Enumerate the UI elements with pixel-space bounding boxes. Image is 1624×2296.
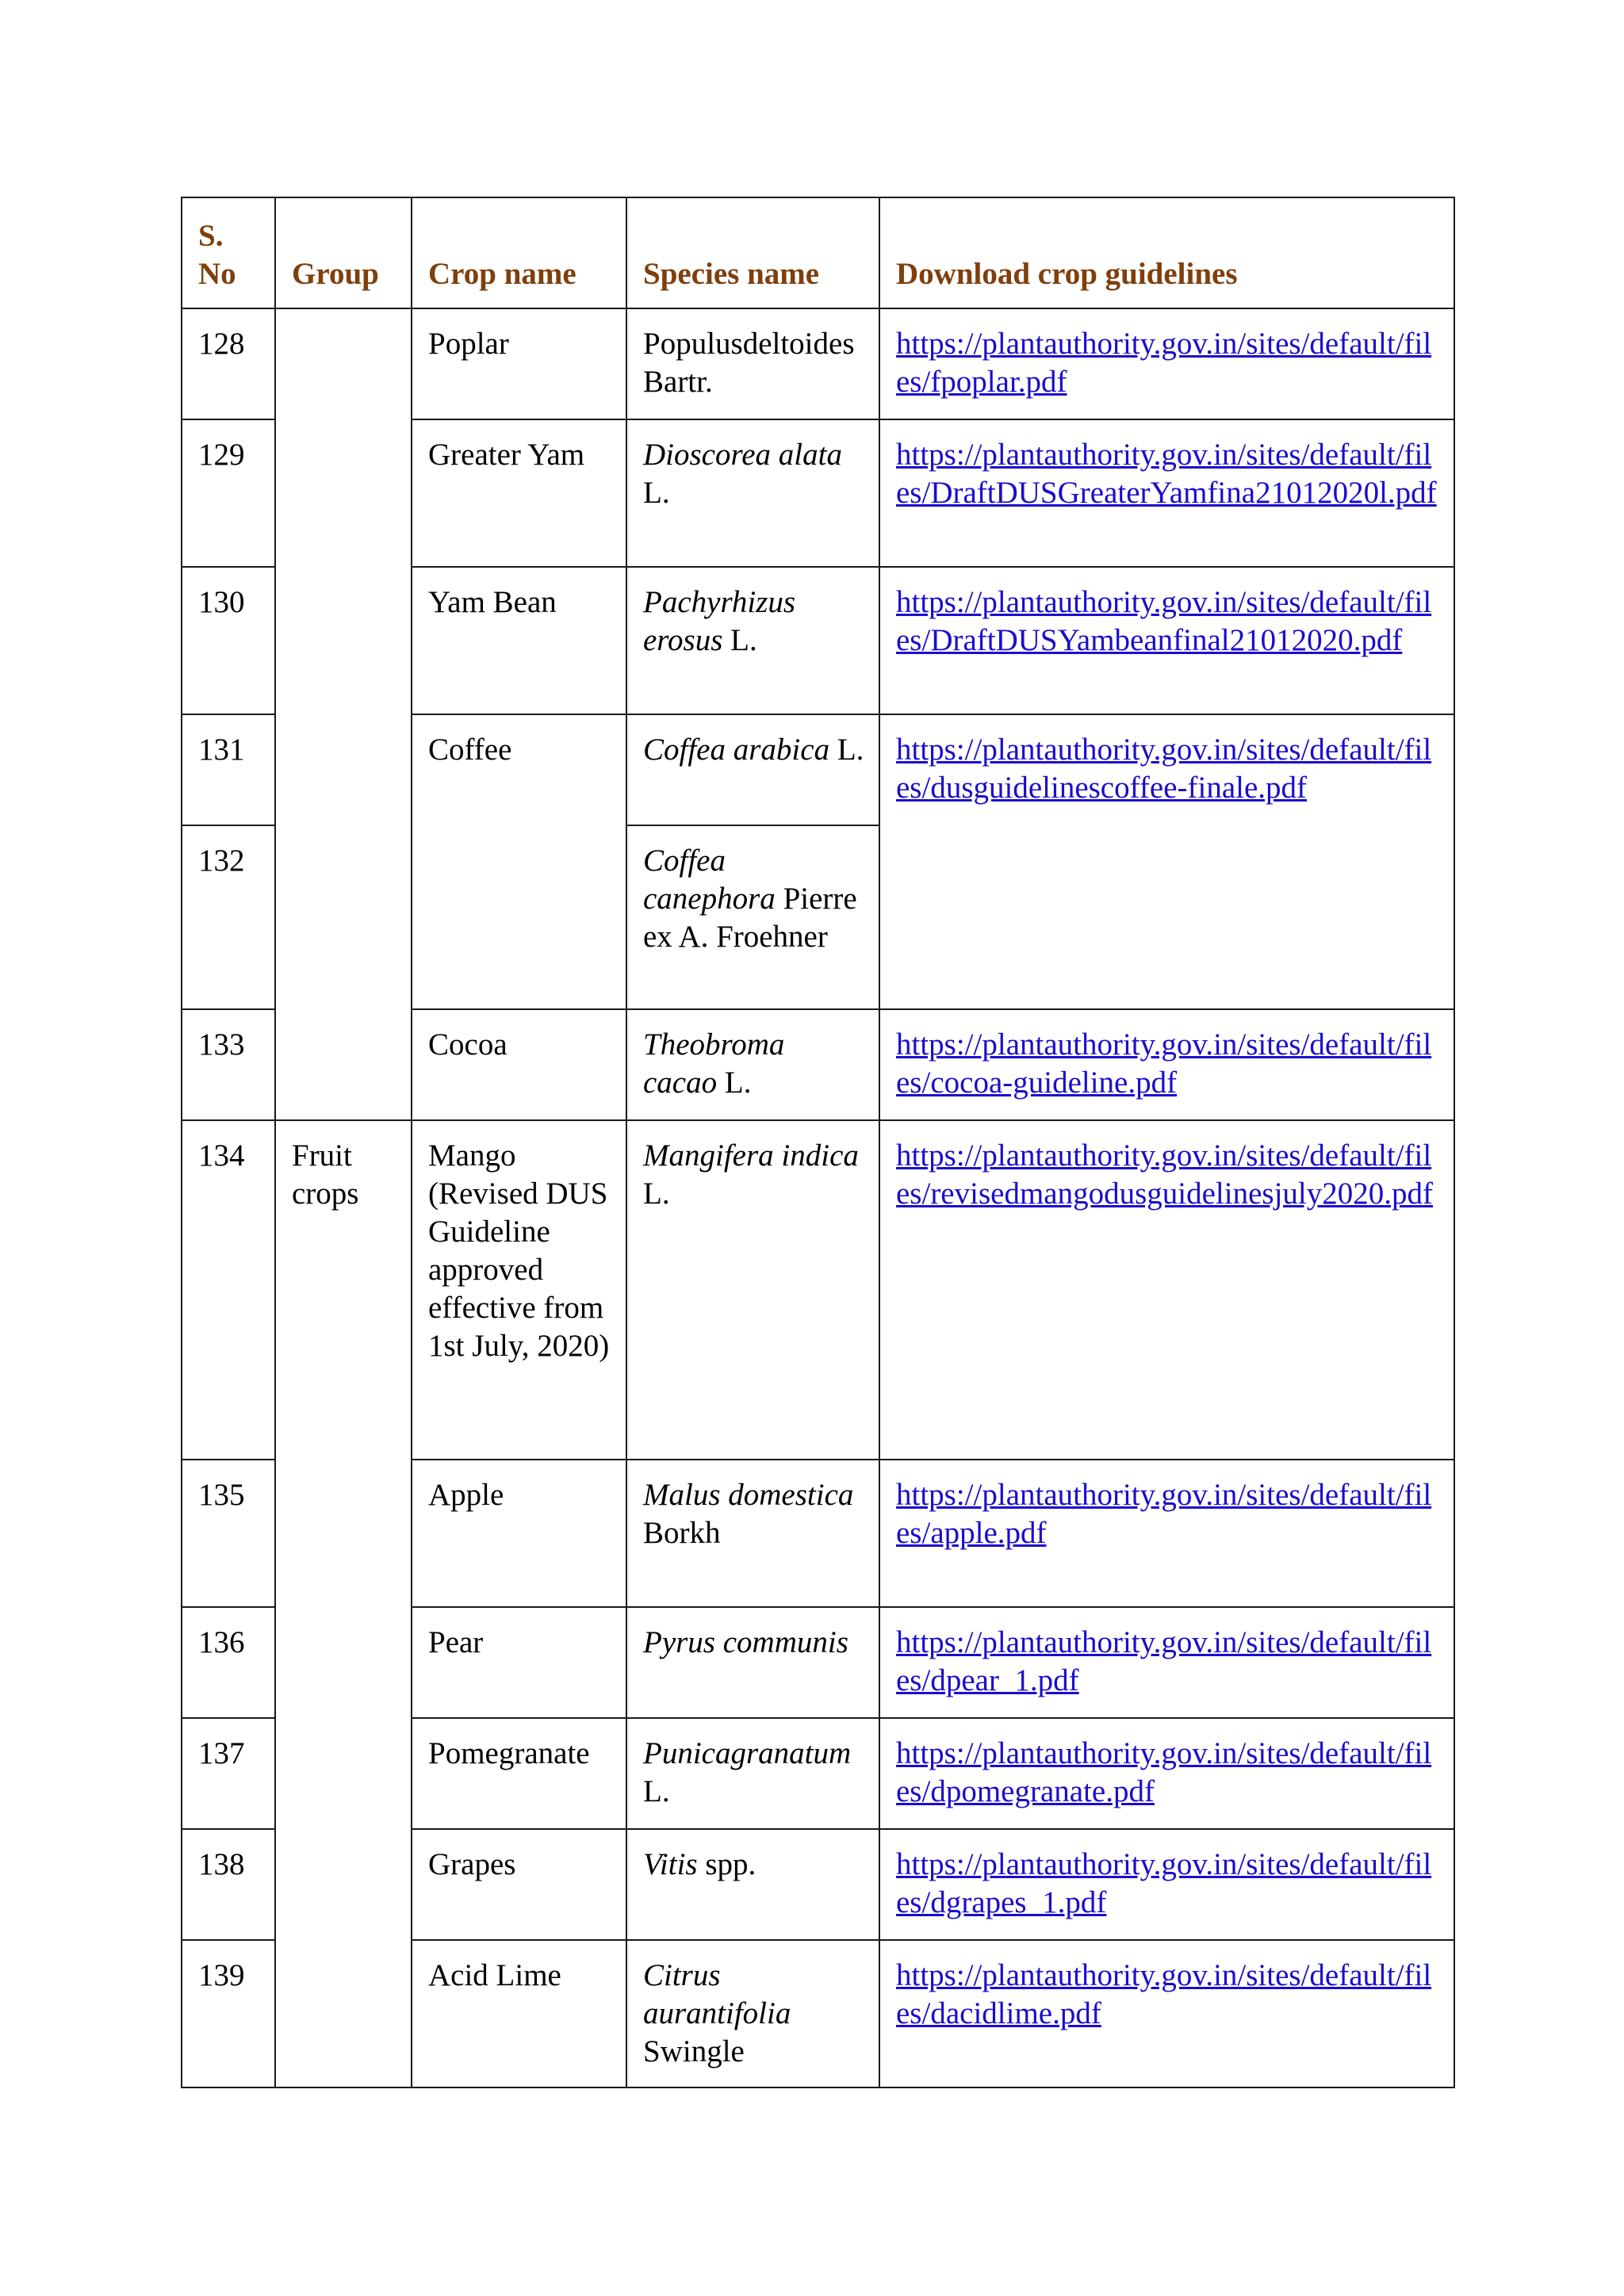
download-cell [879,567,1454,714]
download-cell [879,1940,1454,2087]
header-species-name: Species name [626,197,879,308]
species-name-cell [626,714,879,825]
sno-cell: 133 [182,1009,275,1120]
species-italic: Mangifera indica [643,1138,859,1173]
species-italic: Dioscorea alata [643,438,842,472]
species-plain: L. [722,623,757,657]
species-plain: L. [643,1177,670,1211]
species-plain: Swingle [643,2034,745,2068]
sno-cell: 135 [182,1460,275,1607]
sno-cell: 129 [182,419,275,567]
species-plain: spp. [697,1847,756,1881]
download-cell [879,308,1454,419]
species-name-cell [626,567,879,714]
guideline-link[interactable]: https://plantauthority.gov.in/sites/default/files/DraftDUSGreaterYamfina21012020l.pdf [896,438,1437,510]
table-header-row [182,197,1454,308]
download-cell [879,714,1454,1009]
crop-name-cell: Poplar [412,308,626,419]
species-plain: L. [643,476,670,510]
sno-cell: 131 [182,714,275,825]
download-cell [879,1607,1454,1718]
guideline-link[interactable]: https://plantauthority.gov.in/sites/default/files/DraftDUSYambeanfinal21012020.pdf [896,585,1432,657]
sno-cell: 130 [182,567,275,714]
guideline-link[interactable]: https://plantauthority.gov.in/sites/default/files/dpear_1.pdf [896,1625,1432,1697]
species-name-cell [626,1009,879,1120]
crop-name-cell: Acid Lime [412,1940,626,2087]
sno-cell: 139 [182,1940,275,2087]
guideline-link[interactable]: https://plantauthority.gov.in/sites/default/files/apple.pdf [896,1478,1432,1550]
sno-cell: 134 [182,1120,275,1460]
crop-name-cell: Pear [412,1607,626,1718]
header-download: Download crop guidelines [879,197,1454,308]
species-name-cell [626,419,879,567]
table-row [182,308,1454,419]
crop-name-cell: Coffee [412,714,626,1009]
crop-guidelines-table [181,197,1455,2088]
guideline-link[interactable]: https://plantauthority.gov.in/sites/default/files/dgrapes_1.pdf [896,1847,1432,1919]
species-name-cell [626,308,879,419]
download-cell [879,1009,1454,1120]
species-plain: L. [829,733,864,767]
sno-cell: 137 [182,1718,275,1829]
sno-cell: 132 [182,825,275,1009]
crop-name-cell: Pomegranate [412,1718,626,1829]
download-cell [879,1829,1454,1940]
species-name-cell [626,1120,879,1460]
species-italic: Vitis [643,1847,698,1881]
species-name-cell [626,1718,879,1829]
species-italic: Coffea canephora [643,844,776,916]
crop-name-cell: Apple [412,1460,626,1607]
sno-cell: 138 [182,1829,275,1940]
species-name-cell [626,825,879,1009]
guideline-link[interactable]: https://plantauthority.gov.in/sites/default/files/dacidlime.pdf [896,1958,1432,2030]
crop-name-cell: Grapes [412,1829,626,1940]
download-cell [879,1718,1454,1829]
header-crop-name: Crop name [412,197,626,308]
species-plain: L. [643,1774,670,1808]
species-italic: Theobroma cacao [643,1027,785,1100]
species-plain: L. [717,1066,752,1100]
table-row [182,1120,1454,1460]
download-cell [879,1120,1454,1460]
sno-cell: 136 [182,1607,275,1718]
guideline-link[interactable]: https://plantauthority.gov.in/sites/default/files/cocoa-guideline.pdf [896,1027,1432,1100]
crop-name-cell: Greater Yam [412,419,626,567]
sno-cell: 128 [182,308,275,419]
species-italic: Malus domestica [643,1478,854,1512]
guideline-link[interactable]: https://plantauthority.gov.in/sites/default/files/dusguidelinescoffee-finale.pdf [896,733,1432,805]
species-name-cell [626,1607,879,1718]
group-cell-empty [275,308,412,1120]
group-cell-fruit-crops: Fruit crops [275,1120,412,2087]
download-cell [879,1460,1454,1607]
guideline-link[interactable]: https://plantauthority.gov.in/sites/default/files/revisedmangodusguidelinesjuly2020.pdf [896,1138,1433,1211]
species-name-cell [626,1460,879,1607]
guideline-link[interactable]: https://plantauthority.gov.in/sites/default/files/fpoplar.pdf [896,327,1432,399]
species-name-cell [626,1940,879,2087]
species-name-cell [626,1829,879,1940]
crop-name-cell: Cocoa [412,1009,626,1120]
species-plain: Pierre ex A. Froehner [643,882,857,954]
species-plain: Borkh [643,1516,721,1550]
header-sno: S. No [182,197,275,308]
crop-name-cell: Yam Bean [412,567,626,714]
crop-name-cell: Mango (Revised DUS Guideline approved effective from 1st July, 2020) [412,1120,626,1460]
species-italic: Pachyrhizus erosus [643,585,796,657]
species-italic: Pyrus communis [643,1625,848,1659]
guideline-link[interactable]: https://plantauthority.gov.in/sites/default/files/dpomegranate.pdf [896,1736,1432,1808]
header-group: Group [275,197,412,308]
species-italic: Citrus aurantifolia [643,1958,791,2030]
download-cell [879,419,1454,567]
species-italic: Punicagranatum [643,1736,852,1770]
species-plain: Populusdeltoides Bartr. [643,327,855,399]
species-italic: Coffea arabica [643,733,830,767]
